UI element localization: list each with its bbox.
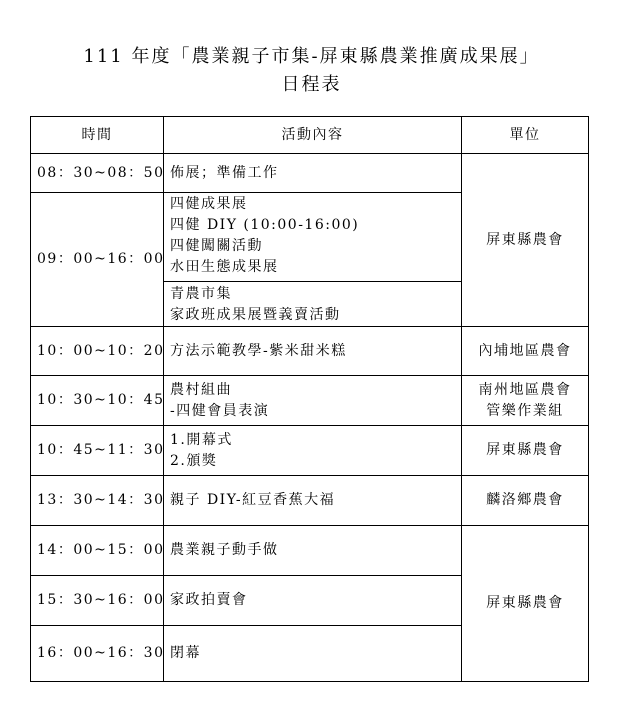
unit-cell: 屏東縣農會 — [462, 154, 589, 327]
activity-cell — [164, 154, 462, 193]
time-cell: 08：30~08：50 — [31, 154, 164, 193]
unit-line: 屏東縣農會 — [486, 442, 564, 458]
activity-line: 2.頒獎 — [170, 452, 218, 469]
unit-line: 內埔地區農會 — [478, 342, 572, 359]
time-cell: 10：45~11：30 — [31, 426, 164, 476]
time-cell: 16：00~16：30 — [31, 626, 164, 682]
table-row — [31, 154, 589, 193]
activity-line: 方法示範教學-紫米甜米糕 — [170, 342, 347, 359]
activity-line: 1.開幕式 — [170, 431, 233, 448]
time-cell: 10：30~10：45 — [31, 376, 164, 426]
time-cell: 14：00~15：00 — [31, 526, 164, 576]
table-row — [31, 476, 589, 526]
unit-line: 麟洛鄉農會 — [486, 492, 564, 508]
activity-line: 四健 DIY (10:00-16:00) — [170, 217, 360, 233]
activity-cell — [164, 476, 462, 526]
activity-line: 家政拍賣會 — [170, 592, 248, 608]
unit-cell — [462, 426, 589, 476]
activity-line: 四健闖關活動 — [170, 238, 263, 254]
unit-line: 南州地區農會 — [478, 381, 572, 398]
table-header-row — [31, 117, 589, 154]
activity-line: 農業親子動手做 — [170, 542, 279, 558]
column-header-activity: 活動內容 — [164, 117, 462, 154]
activity-cell — [164, 193, 462, 327]
column-header-time: 時間 — [31, 117, 164, 154]
activity-cell — [164, 576, 462, 626]
unit-cell — [462, 476, 589, 526]
activity-line: 水田生態成果展 — [170, 259, 279, 275]
activity-line: 閉幕 — [170, 645, 201, 661]
unit-cell — [462, 376, 589, 426]
table-row — [31, 376, 589, 426]
activity-line: 四健成果展 — [170, 196, 248, 212]
activity-subcell-top — [164, 193, 461, 282]
document-title: 111 年度「農業親子市集-屏東縣農業推廣成果展」 — [83, 46, 540, 67]
activity-cell — [164, 426, 462, 476]
time-cell: 09：00~16：00 — [31, 193, 164, 327]
table-row — [31, 426, 589, 476]
activity-line: 家政班成果展暨義賣活動 — [170, 307, 341, 323]
activity-cell — [164, 376, 462, 426]
table-row — [31, 327, 589, 376]
activity-line: 親子 DIY-紅豆香蕉大福 — [170, 492, 336, 508]
activity-subcell-bottom — [164, 282, 461, 326]
column-header-unit: 單位 — [462, 117, 589, 154]
activity-line: 青農市集 — [170, 286, 232, 302]
schedule-table — [30, 116, 589, 682]
time-cell: 10：00~10：20 — [31, 327, 164, 376]
document-subtitle: 日程表 — [281, 74, 342, 95]
unit-cell: 屏東縣農會 — [462, 526, 589, 682]
unit-line: 管樂作業組 — [486, 402, 564, 419]
activity-cell — [164, 626, 462, 682]
activity-line: -四健會員表演 — [170, 402, 270, 419]
unit-cell — [462, 327, 589, 376]
time-cell: 13：30~14：30 — [31, 476, 164, 526]
activity-line: 佈展；準備工作 — [170, 164, 279, 181]
table-row — [31, 526, 589, 576]
activity-line: 農村組曲 — [170, 381, 232, 398]
activity-cell — [164, 526, 462, 576]
time-cell: 15：30~16：00 — [31, 576, 164, 626]
activity-cell — [164, 327, 462, 376]
